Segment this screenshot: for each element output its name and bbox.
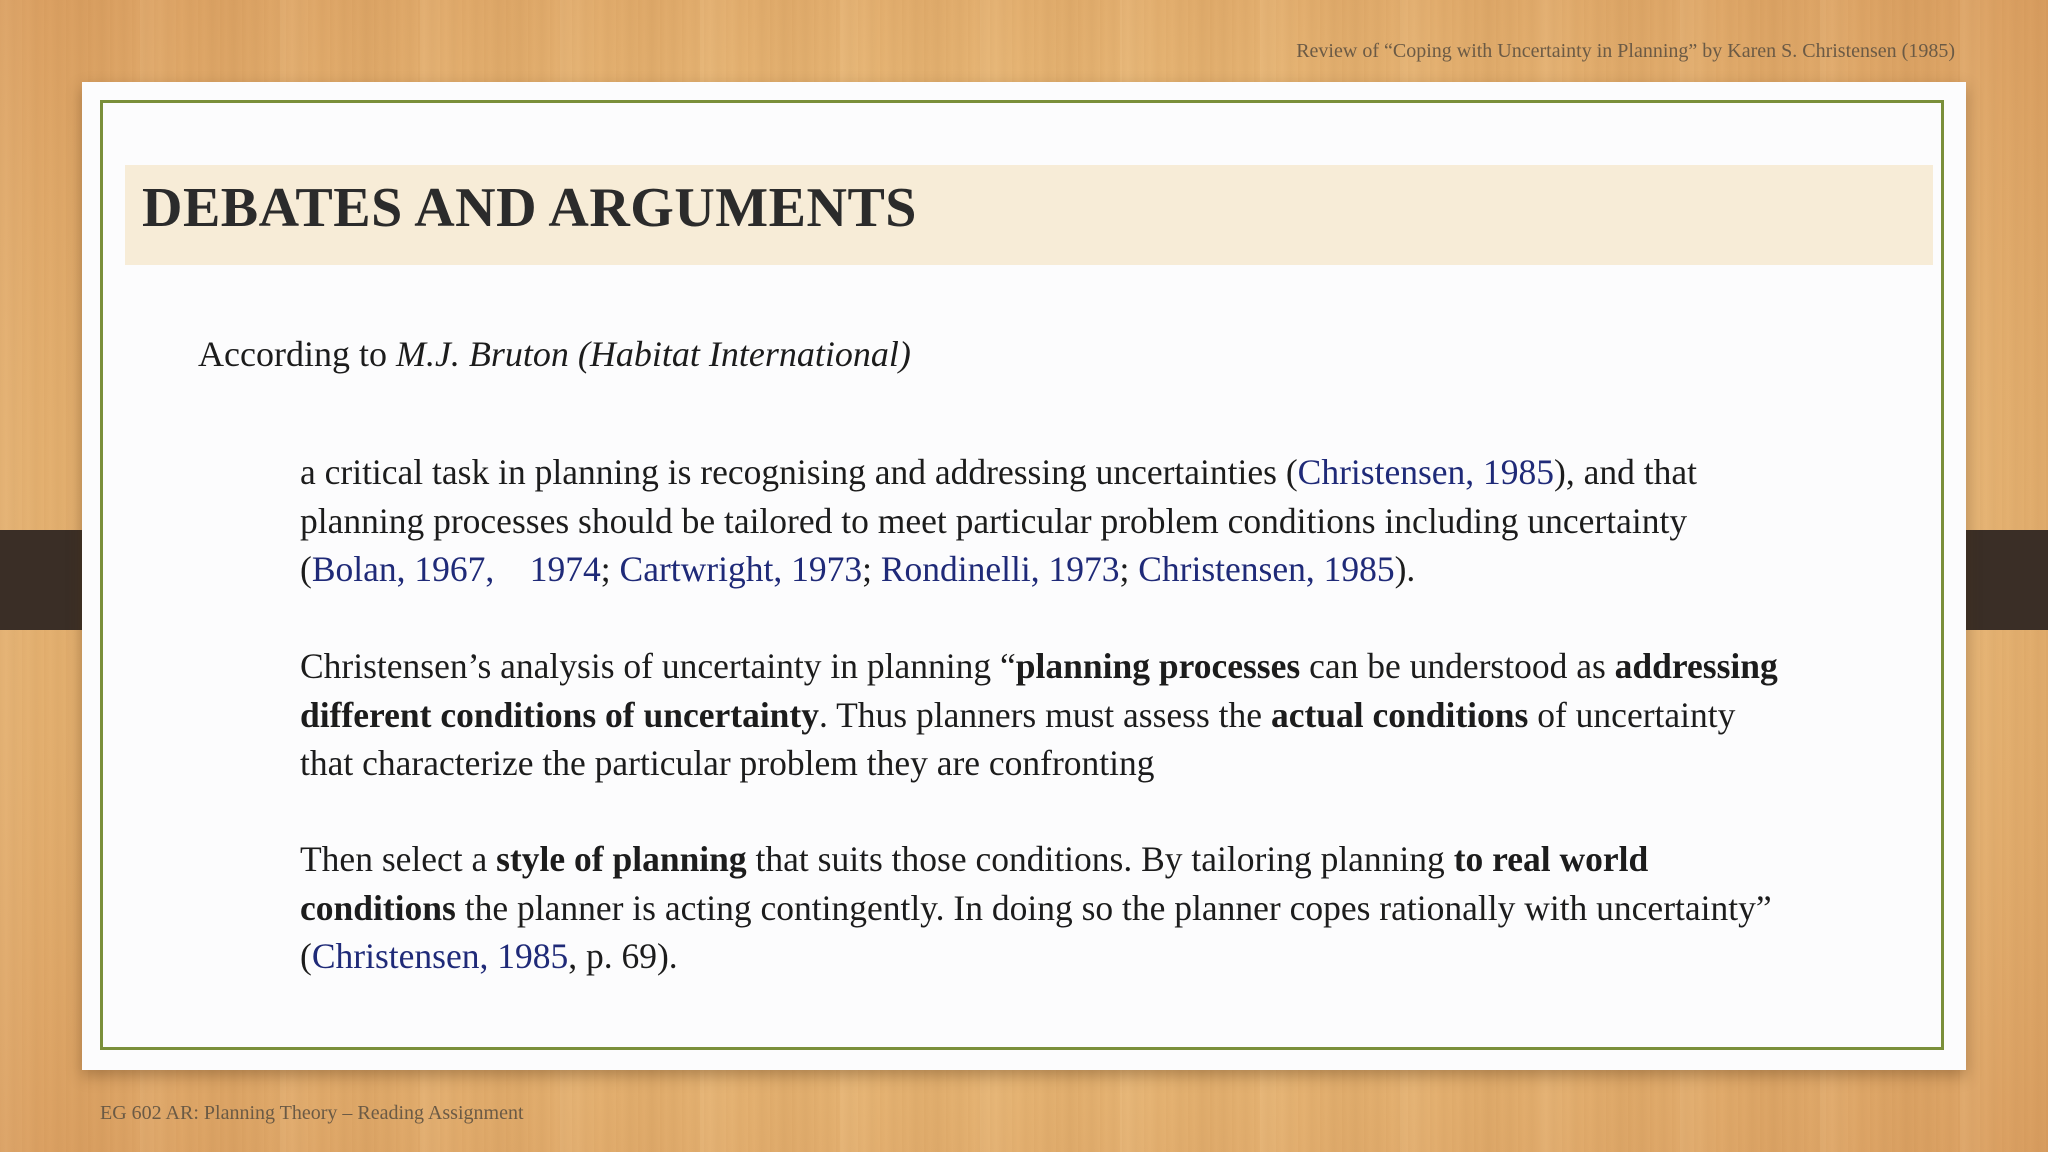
slide-title: DEBATES AND ARGUMENTS bbox=[142, 177, 917, 239]
p3-bold-1: style of planning bbox=[496, 839, 747, 879]
paragraph-1 bbox=[300, 448, 1790, 594]
paragraph-2 bbox=[300, 642, 1790, 788]
citation-bolan: Bolan, 1967, 1974 bbox=[311, 549, 601, 589]
p1-text-3: ; bbox=[600, 549, 620, 589]
citation-christensen-1985-b: Christensen, 1985 bbox=[1138, 549, 1395, 589]
intro-line bbox=[198, 333, 911, 375]
p1-text-6: ). bbox=[1394, 549, 1416, 589]
citation-cartwright: Cartwright, 1973 bbox=[619, 549, 863, 589]
p2-bold-1: planning processes bbox=[1015, 646, 1301, 686]
p3-bold-2: to real world conditions bbox=[300, 839, 1649, 928]
citation-christensen-1985: Christensen, 1985 bbox=[1297, 452, 1555, 492]
slide-footer-note: EG 602 AR: Planning Theory – Reading Assignment bbox=[100, 1102, 524, 1124]
p3-text-4: , p. 69). bbox=[568, 936, 678, 976]
p3-text-3: the planner is acting contingently. In doing so the planner copes rationally with uncertainty” ( bbox=[300, 887, 1772, 976]
p3-text-2: that suits those conditions. By tailoring planning bbox=[746, 839, 1454, 879]
p2-text-1: Christensen’s analysis of uncertainty in planning “ bbox=[300, 646, 1016, 686]
p2-bold-2: addressing different conditions of uncertainty bbox=[300, 646, 1778, 735]
citation-christensen-1985-c: Christensen, 1985 bbox=[311, 936, 569, 976]
p2-text-4: of uncertainty that characterize the particular problem they are confronting bbox=[300, 694, 1736, 783]
p1-text-2: ), and that planning processes should be tailored to meet particular problem conditions including uncertainty ( bbox=[300, 452, 1697, 589]
p2-text-3: . Thus planners must assess the bbox=[819, 694, 1271, 735]
citation-rondinelli: Rondinelli, 1973 bbox=[880, 549, 1120, 589]
intro-prefix: According to bbox=[198, 334, 396, 374]
intro-author: M.J. Bruton bbox=[395, 334, 569, 374]
slide-header-note: Review of “Coping with Uncertainty in Planning” by Karen S. Christensen (1985) bbox=[1296, 40, 1955, 62]
intro-source: (Habitat International) bbox=[577, 334, 911, 374]
p1-text-1: a critical task in planning is recognising and addressing uncertainties ( bbox=[300, 452, 1298, 492]
p3-text-1: Then select a bbox=[300, 839, 497, 879]
p1-text-5: ; bbox=[1119, 549, 1139, 589]
p2-bold-3: actual conditions bbox=[1270, 694, 1529, 735]
p1-text-4: ; bbox=[862, 549, 881, 589]
p2-text-2: can be understood as bbox=[1300, 646, 1615, 686]
paragraph-3 bbox=[300, 835, 1790, 981]
